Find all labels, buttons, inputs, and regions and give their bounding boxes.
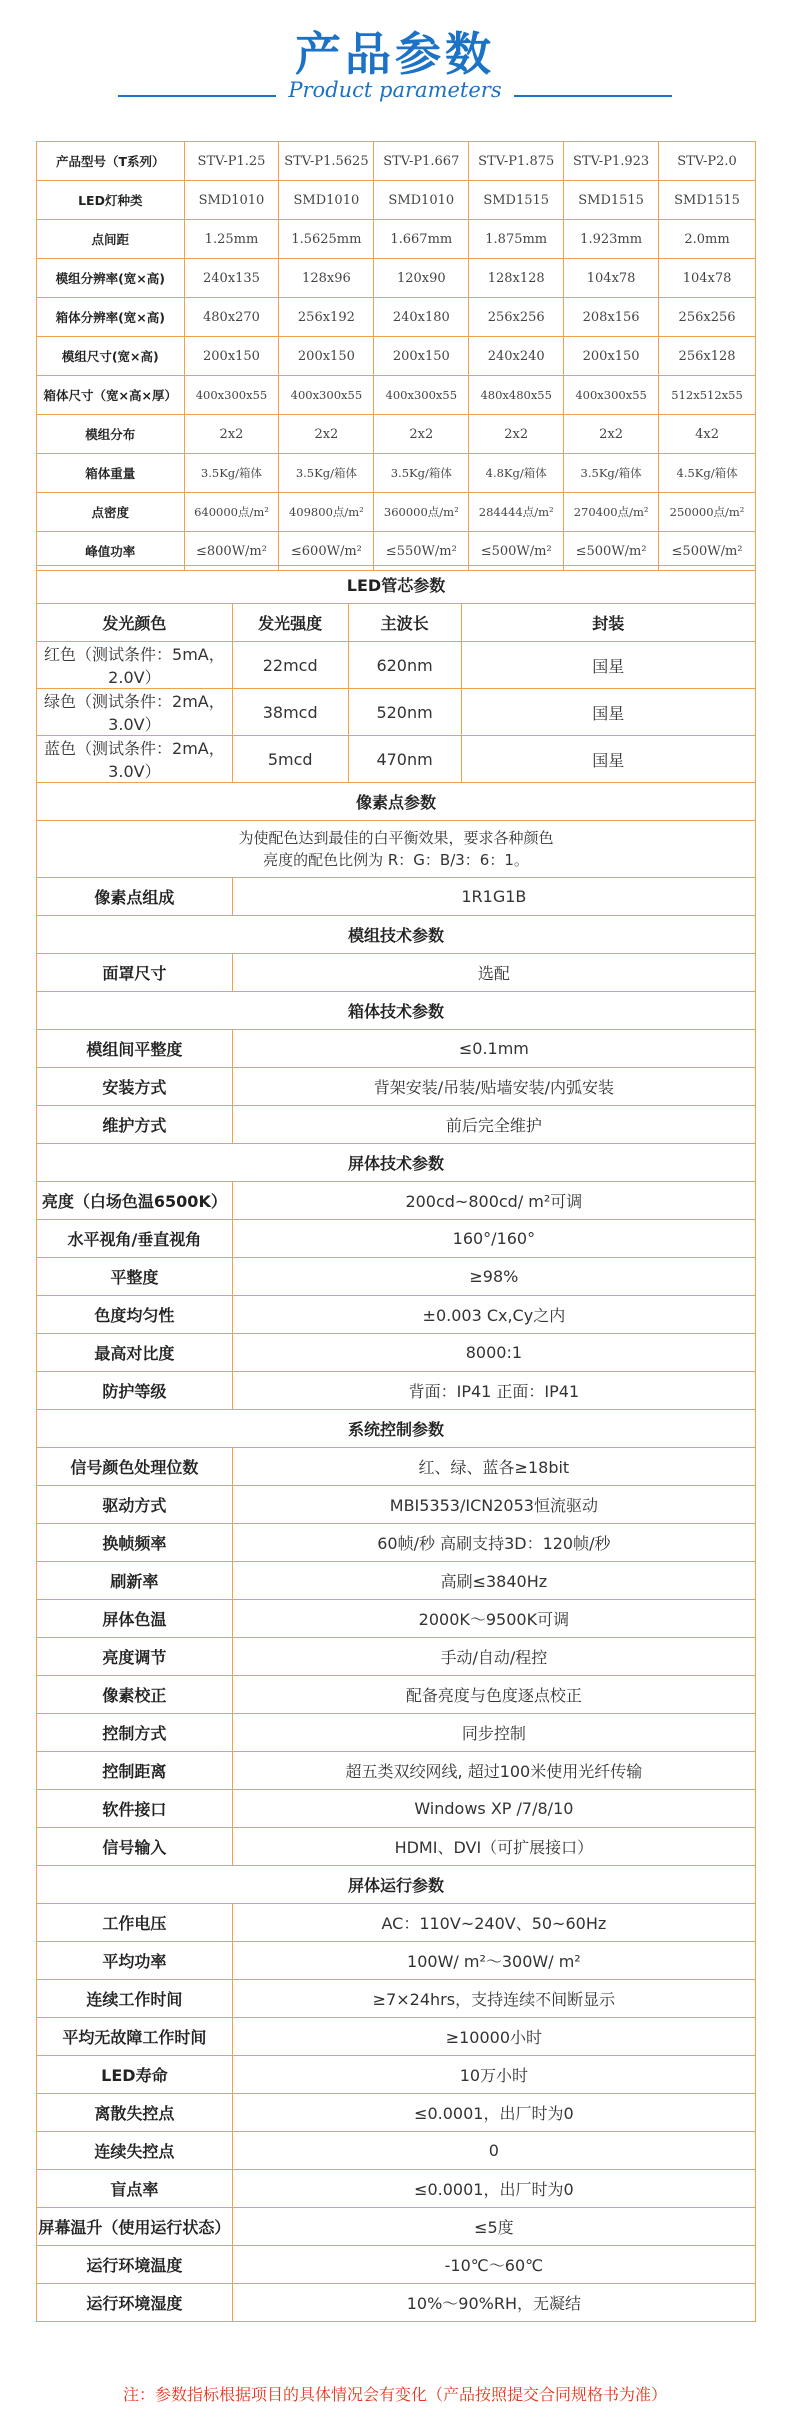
spec-row bbox=[37, 337, 756, 376]
param-value: 200cd~800cd/ m²可调 bbox=[232, 1182, 755, 1220]
param-row bbox=[37, 2170, 756, 2208]
spec-table bbox=[36, 141, 756, 571]
param-label: 模组间平整度 bbox=[37, 1030, 233, 1068]
spec-cell: ≤500W/m² bbox=[469, 532, 564, 571]
spec-cell: 256x256 bbox=[659, 298, 756, 337]
param-row bbox=[37, 1334, 756, 1372]
spec-row-label: LED灯种类 bbox=[37, 181, 185, 220]
spec-cell: 200x150 bbox=[374, 337, 469, 376]
spec-row bbox=[37, 493, 756, 532]
param-value: 8000:1 bbox=[232, 1334, 755, 1372]
led-header-row bbox=[37, 604, 756, 642]
param-value: 60帧/秒 高刷支持3D：120帧/秒 bbox=[232, 1524, 755, 1562]
param-row bbox=[37, 1258, 756, 1296]
page-title: 产品参数 bbox=[295, 27, 495, 81]
spec-row bbox=[37, 142, 756, 181]
param-label: 信号输入 bbox=[37, 1828, 233, 1866]
spec-row bbox=[37, 298, 756, 337]
spec-cell: 208x156 bbox=[564, 298, 659, 337]
led-cell: 38mcd bbox=[232, 689, 348, 736]
spec-cell: 400x300x55 bbox=[184, 376, 279, 415]
param-value: ≤0.0001，出厂时为0 bbox=[232, 2094, 755, 2132]
param-row bbox=[37, 1752, 756, 1790]
param-value: ≥10000小时 bbox=[232, 2018, 755, 2056]
param-label: 信号颜色处理位数 bbox=[37, 1448, 233, 1486]
section-row bbox=[37, 1866, 756, 1904]
param-label: 刷新率 bbox=[37, 1562, 233, 1600]
spec-cell: 3.5Kg/箱体 bbox=[564, 454, 659, 493]
param-label: 屏体色温 bbox=[37, 1600, 233, 1638]
spec-cell: STV-P2.0 bbox=[659, 142, 756, 181]
param-row bbox=[37, 1676, 756, 1714]
param-row bbox=[37, 1942, 756, 1980]
param-label: LED寿命 bbox=[37, 2056, 233, 2094]
param-row bbox=[37, 1182, 756, 1220]
led-header: 主波长 bbox=[348, 604, 461, 642]
spec-cell: 2x2 bbox=[374, 415, 469, 454]
spec-row bbox=[37, 454, 756, 493]
param-value: 手动/自动/程控 bbox=[232, 1638, 755, 1676]
param-value: 同步控制 bbox=[232, 1714, 755, 1752]
param-label: 平均无故障工作时间 bbox=[37, 2018, 233, 2056]
spec-cell: 360000点/m² bbox=[374, 493, 469, 532]
led-cell: 国星 bbox=[461, 642, 755, 689]
param-value: -10℃～60℃ bbox=[232, 2246, 755, 2284]
param-label: 亮度调节 bbox=[37, 1638, 233, 1676]
spec-cell: 3.5Kg/箱体 bbox=[374, 454, 469, 493]
param-row bbox=[37, 1790, 756, 1828]
parameter-table bbox=[36, 565, 756, 2322]
param-row bbox=[37, 1562, 756, 1600]
spec-cell: 256x256 bbox=[469, 298, 564, 337]
spec-cell: STV-P1.923 bbox=[564, 142, 659, 181]
led-cell: 绿色（测试条件：2mA，3.0V） bbox=[37, 689, 233, 736]
param-value: 1R1G1B bbox=[232, 878, 755, 916]
param-row bbox=[37, 2246, 756, 2284]
param-row bbox=[37, 1638, 756, 1676]
spec-row bbox=[37, 220, 756, 259]
spec-cell: 270400点/m² bbox=[564, 493, 659, 532]
param-value: ≥98% bbox=[232, 1258, 755, 1296]
param-row bbox=[37, 1372, 756, 1410]
param-label: 像素校正 bbox=[37, 1676, 233, 1714]
spec-cell: 1.923mm bbox=[564, 220, 659, 259]
spec-cell: 480x480x55 bbox=[469, 376, 564, 415]
spec-row-label: 模组尺寸(宽×高) bbox=[37, 337, 185, 376]
spec-cell: 1.667mm bbox=[374, 220, 469, 259]
spec-row-label: 模组分布 bbox=[37, 415, 185, 454]
spec-cell: STV-P1.667 bbox=[374, 142, 469, 181]
param-label: 运行环境湿度 bbox=[37, 2284, 233, 2322]
spec-cell: ≤550W/m² bbox=[374, 532, 469, 571]
param-value: ≤0.0001，出厂时为0 bbox=[232, 2170, 755, 2208]
param-value: 10%～90%RH，无凝结 bbox=[232, 2284, 755, 2322]
spec-row bbox=[37, 259, 756, 298]
section-title-cabinet: 箱体技术参数 bbox=[37, 992, 756, 1030]
param-label: 平整度 bbox=[37, 1258, 233, 1296]
footnote: 注：参数指标根据项目的具体情况会有变化（产品按照提交合同规格书为准） bbox=[122, 2385, 667, 2404]
spec-cell: ≤500W/m² bbox=[659, 532, 756, 571]
spec-cell: 512x512x55 bbox=[659, 376, 756, 415]
param-label: 屏幕温升（使用运行状态） bbox=[37, 2208, 233, 2246]
param-value: ±0.003 Cx,Cy之内 bbox=[232, 1296, 755, 1334]
param-row bbox=[37, 2018, 756, 2056]
spec-row-label: 产品型号（T系列） bbox=[37, 142, 185, 181]
led-row bbox=[37, 689, 756, 736]
section-title-module: 模组技术参数 bbox=[37, 916, 756, 954]
led-header: 发光颜色 bbox=[37, 604, 233, 642]
param-row bbox=[37, 2208, 756, 2246]
section-row bbox=[37, 916, 756, 954]
spec-cell: 2x2 bbox=[564, 415, 659, 454]
spec-cell: 3.5Kg/箱体 bbox=[184, 454, 279, 493]
param-label: 换帧频率 bbox=[37, 1524, 233, 1562]
section-row bbox=[37, 566, 756, 604]
param-row bbox=[37, 2056, 756, 2094]
param-value: 高刷≤3840Hz bbox=[232, 1562, 755, 1600]
spec-cell: 3.5Kg/箱体 bbox=[279, 454, 374, 493]
spec-cell: 240x135 bbox=[184, 259, 279, 298]
spec-cell: SMD1010 bbox=[184, 181, 279, 220]
led-cell: 国星 bbox=[461, 736, 755, 783]
param-label: 维护方式 bbox=[37, 1106, 233, 1144]
led-cell: 国星 bbox=[461, 689, 755, 736]
param-value: AC：110V~240V、50~60Hz bbox=[232, 1904, 755, 1942]
section-row bbox=[37, 992, 756, 1030]
pixel-desc-row bbox=[37, 821, 756, 878]
param-value: 背架安装/吊装/贴墙安装/内弧安装 bbox=[232, 1068, 755, 1106]
spec-cell: 128x96 bbox=[279, 259, 374, 298]
spec-cell: 400x300x55 bbox=[279, 376, 374, 415]
section-title-screen: 屏体技术参数 bbox=[37, 1144, 756, 1182]
spec-cell: ≤800W/m² bbox=[184, 532, 279, 571]
param-label: 连续工作时间 bbox=[37, 1980, 233, 2018]
param-label: 安装方式 bbox=[37, 1068, 233, 1106]
spec-cell: 1.875mm bbox=[469, 220, 564, 259]
led-row bbox=[37, 642, 756, 689]
param-label: 防护等级 bbox=[37, 1372, 233, 1410]
param-label: 离散失控点 bbox=[37, 2094, 233, 2132]
led-cell: 470nm bbox=[348, 736, 461, 783]
spec-cell: 104x78 bbox=[564, 259, 659, 298]
spec-cell: 2x2 bbox=[279, 415, 374, 454]
led-cell: 蓝色（测试条件：2mA，3.0V） bbox=[37, 736, 233, 783]
param-row bbox=[37, 954, 756, 992]
spec-cell: SMD1010 bbox=[279, 181, 374, 220]
param-row bbox=[37, 1486, 756, 1524]
section-title-led: LED管芯参数 bbox=[37, 566, 756, 604]
spec-cell: 400x300x55 bbox=[564, 376, 659, 415]
param-value: 配备亮度与色度逐点校正 bbox=[232, 1676, 755, 1714]
param-label: 色度均匀性 bbox=[37, 1296, 233, 1334]
param-row bbox=[37, 1106, 756, 1144]
param-value: 0 bbox=[232, 2132, 755, 2170]
spec-cell: 400x300x55 bbox=[374, 376, 469, 415]
led-cell: 5mcd bbox=[232, 736, 348, 783]
spec-cell: SMD1515 bbox=[469, 181, 564, 220]
param-label: 控制方式 bbox=[37, 1714, 233, 1752]
spec-cell: 256x192 bbox=[279, 298, 374, 337]
section-row bbox=[37, 1144, 756, 1182]
section-title-operation: 屏体运行参数 bbox=[37, 1866, 756, 1904]
pixel-description bbox=[37, 821, 756, 878]
param-row bbox=[37, 2094, 756, 2132]
param-value: 选配 bbox=[232, 954, 755, 992]
pixel-desc-line-2: 亮度的配色比例为 R：G：B/3：6：1。 bbox=[263, 851, 529, 869]
spec-cell: ≤600W/m² bbox=[279, 532, 374, 571]
spec-cell: 4.8Kg/箱体 bbox=[469, 454, 564, 493]
spec-cell: 2.0mm bbox=[659, 220, 756, 259]
param-value: 10万小时 bbox=[232, 2056, 755, 2094]
param-value: 前后完全维护 bbox=[232, 1106, 755, 1144]
page-subtitle: Product parameters bbox=[288, 78, 502, 102]
spec-cell: 2x2 bbox=[469, 415, 564, 454]
param-row bbox=[37, 878, 756, 916]
led-cell: 520nm bbox=[348, 689, 461, 736]
param-value: HDMI、DVI（可扩展接口） bbox=[232, 1828, 755, 1866]
spec-cell: 1.5625mm bbox=[279, 220, 374, 259]
spec-row bbox=[37, 376, 756, 415]
param-label: 面罩尺寸 bbox=[37, 954, 233, 992]
param-label: 水平视角/垂直视角 bbox=[37, 1220, 233, 1258]
spec-cell: 104x78 bbox=[659, 259, 756, 298]
param-row bbox=[37, 2284, 756, 2322]
param-label: 驱动方式 bbox=[37, 1486, 233, 1524]
spec-cell: 2x2 bbox=[184, 415, 279, 454]
led-header: 发光强度 bbox=[232, 604, 348, 642]
spec-cell: SMD1515 bbox=[659, 181, 756, 220]
spec-cell: 240x240 bbox=[469, 337, 564, 376]
spec-row-label: 箱体尺寸（宽×高×厚） bbox=[37, 376, 185, 415]
param-label: 连续失控点 bbox=[37, 2132, 233, 2170]
subtitle-line-right bbox=[514, 95, 672, 97]
param-value: 红、绿、蓝各≥18bit bbox=[232, 1448, 755, 1486]
param-value: ≤0.1mm bbox=[232, 1030, 755, 1068]
param-row bbox=[37, 1068, 756, 1106]
param-value: MBI5353/ICN2053恒流驱动 bbox=[232, 1486, 755, 1524]
section-row bbox=[37, 1410, 756, 1448]
spec-row-label: 箱体重量 bbox=[37, 454, 185, 493]
led-cell: 22mcd bbox=[232, 642, 348, 689]
param-value: ≤5度 bbox=[232, 2208, 755, 2246]
param-label: 像素点组成 bbox=[37, 878, 233, 916]
spec-cell: 200x150 bbox=[279, 337, 374, 376]
led-cell: 620nm bbox=[348, 642, 461, 689]
section-title-control: 系统控制参数 bbox=[37, 1410, 756, 1448]
param-row bbox=[37, 1828, 756, 1866]
spec-cell: 640000点/m² bbox=[184, 493, 279, 532]
param-value: 100W/ m²～300W/ m² bbox=[232, 1942, 755, 1980]
param-label: 软件接口 bbox=[37, 1790, 233, 1828]
spec-row-label: 模组分辨率(宽×高) bbox=[37, 259, 185, 298]
spec-cell: 200x150 bbox=[564, 337, 659, 376]
param-row bbox=[37, 1714, 756, 1752]
param-value: Windows XP /7/8/10 bbox=[232, 1790, 755, 1828]
led-cell: 红色（测试条件：5mA，2.0V） bbox=[37, 642, 233, 689]
spec-cell: 256x128 bbox=[659, 337, 756, 376]
param-label: 运行环境温度 bbox=[37, 2246, 233, 2284]
spec-cell: 4x2 bbox=[659, 415, 756, 454]
spec-row bbox=[37, 181, 756, 220]
param-label: 工作电压 bbox=[37, 1904, 233, 1942]
param-label: 亮度（白场色温6500K） bbox=[37, 1182, 233, 1220]
spec-cell: 409800点/m² bbox=[279, 493, 374, 532]
spec-cell: 284444点/m² bbox=[469, 493, 564, 532]
spec-cell: ≤500W/m² bbox=[564, 532, 659, 571]
spec-cell: 128x128 bbox=[469, 259, 564, 298]
spec-cell: 480x270 bbox=[184, 298, 279, 337]
spec-cell: 240x180 bbox=[374, 298, 469, 337]
param-label: 最高对比度 bbox=[37, 1334, 233, 1372]
spec-row-label: 峰值功率 bbox=[37, 532, 185, 571]
spec-cell: STV-P1.5625 bbox=[279, 142, 374, 181]
param-value: ≥7×24hrs，支持连续不间断显示 bbox=[232, 1980, 755, 2018]
spec-cell: 1.25mm bbox=[184, 220, 279, 259]
param-value: 2000K～9500K可调 bbox=[232, 1600, 755, 1638]
spec-cell: SMD1515 bbox=[564, 181, 659, 220]
param-label: 盲点率 bbox=[37, 2170, 233, 2208]
page-header bbox=[0, 0, 790, 118]
param-row bbox=[37, 1296, 756, 1334]
spec-cell: 120x90 bbox=[374, 259, 469, 298]
param-row bbox=[37, 1448, 756, 1486]
pixel-desc-line-1: 为使配色达到最佳的白平衡效果，要求各种颜色 bbox=[238, 829, 554, 847]
param-value: 背面：IP41 正面：IP41 bbox=[232, 1372, 755, 1410]
led-header: 封装 bbox=[461, 604, 755, 642]
param-row bbox=[37, 1904, 756, 1942]
param-row bbox=[37, 1980, 756, 2018]
param-row bbox=[37, 1600, 756, 1638]
spec-cell: STV-P1.875 bbox=[469, 142, 564, 181]
param-row bbox=[37, 1030, 756, 1068]
spec-cell: SMD1010 bbox=[374, 181, 469, 220]
param-value: 超五类双绞网线, 超过100米使用光纤传输 bbox=[232, 1752, 755, 1790]
section-row bbox=[37, 783, 756, 821]
spec-row-label: 箱体分辨率(宽×高) bbox=[37, 298, 185, 337]
param-row bbox=[37, 1220, 756, 1258]
section-title-pixel: 像素点参数 bbox=[37, 783, 756, 821]
spec-row bbox=[37, 415, 756, 454]
param-label: 控制距离 bbox=[37, 1752, 233, 1790]
param-value: 160°/160° bbox=[232, 1220, 755, 1258]
spec-cell: 4.5Kg/箱体 bbox=[659, 454, 756, 493]
spec-cell: 200x150 bbox=[184, 337, 279, 376]
spec-cell: STV-P1.25 bbox=[184, 142, 279, 181]
spec-cell: 250000点/m² bbox=[659, 493, 756, 532]
param-row bbox=[37, 2132, 756, 2170]
param-label: 平均功率 bbox=[37, 1942, 233, 1980]
param-row bbox=[37, 1524, 756, 1562]
led-row bbox=[37, 736, 756, 783]
spec-row-label: 点密度 bbox=[37, 493, 185, 532]
spec-row-label: 点间距 bbox=[37, 220, 185, 259]
